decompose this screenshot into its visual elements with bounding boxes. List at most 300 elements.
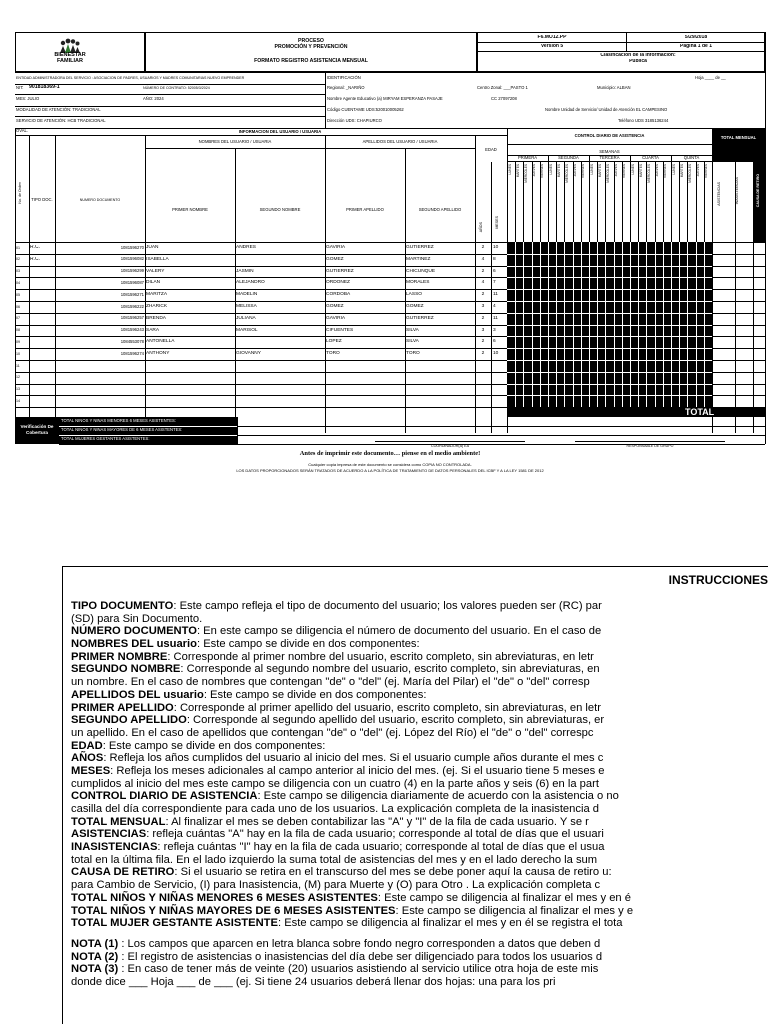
row-segundo-apellido: TORO <box>406 351 420 357</box>
day-header: JUEVES <box>614 164 619 177</box>
instructions-lines <box>71 600 768 989</box>
entity-name: ENTIDAD ADMINISTRADORA DEL SERVICIO : ASOCIACION DE PADRES, USUARIOS Y MADRES COMUNITARIAS NUEVO EMPRENDER <box>16 76 245 80</box>
instruction-text: : Este campo se diligencia diariamente de acuerdo con la asistencia o no <box>257 790 619 803</box>
instruction-line <box>71 765 768 778</box>
instruction-line <box>71 740 768 753</box>
row-numero-doc: 1081596243 <box>120 328 144 333</box>
instruction-line <box>71 676 768 689</box>
anio: AÑO: 2024 <box>143 96 164 101</box>
row-segundo-apellido: SILVA <box>406 339 419 345</box>
row-number: 09 <box>16 339 20 344</box>
instruction-text: : Al finalizar el mes se deben contabilizar las "A" y "I" de la fila de cada usuario. Y se r <box>165 815 589 828</box>
row-segundo-apellido: GUTIERREZ <box>406 315 434 321</box>
primer-nombre-header: PRIMER NOMBRE <box>172 208 208 212</box>
day-divider <box>679 161 680 242</box>
meses-header: MESES <box>495 216 499 229</box>
grid-row-divider <box>507 301 712 302</box>
day-divider <box>597 161 598 242</box>
row-number: 05 <box>16 292 20 297</box>
responsable-signature: RESPONSABLE DE GRUPO <box>626 444 674 448</box>
row-number: 11 <box>16 363 20 368</box>
day-divider <box>523 161 524 242</box>
row-meses: 4 <box>493 304 496 309</box>
identification-label: IDENTIFICACIÓN <box>327 75 361 80</box>
day-divider <box>671 161 672 242</box>
instruction-text: : Refleja los años cumplidos del usuario al inicio del mes. Si el usuario cumple años durante el mes c <box>103 752 604 765</box>
classification-label: Clasificación de la Información: <box>600 53 676 58</box>
edad-header: EDAD <box>485 148 497 152</box>
instruction-text: : Este campo se divide en dos componentes: <box>203 688 427 701</box>
instruction-text: : Si el usuario se retira en el transcurso del mes se debe poner aquí la causa de retiro u: <box>174 866 612 879</box>
day-header: VIERNES <box>581 164 586 178</box>
day-divider <box>515 161 516 242</box>
day-header: MARTES <box>556 164 561 178</box>
instruction-text: : En este campo se diligencia el número de documento del usuario. En el caso de <box>196 625 602 638</box>
instruction-term: MESES <box>71 764 111 777</box>
day-header: JUEVES <box>532 164 537 177</box>
instruction-term: AÑOS <box>71 752 104 765</box>
document-code: F6.MO12.PP <box>537 35 567 40</box>
instruction-text: : Corresponde al primer apellido del usuario, escrito completo, sin abreviaturas, en letr <box>173 701 601 714</box>
mes: MES: JULIO <box>16 96 40 101</box>
day-divider <box>614 161 615 242</box>
tratamiento-datos: LOS DATOS PROPORCIONADOS SERÁN TRATADOS DE ACUERDO A LA POLÍTICA DE TRATAMIENTO DE DATOS PERSONALES DEL ICBF Y A LA LEY 1581 DE 2012 <box>236 468 544 473</box>
row-anos: 4 <box>481 280 485 286</box>
row-tipo-doc: R.C. <box>30 256 40 262</box>
week-header: QUINTA <box>683 156 700 160</box>
day-header: MARTES <box>597 164 602 178</box>
total-menores-6-meses: TOTAL NIÑOS Y NIÑAS MENORES 6 MESES ASISTENTES: <box>61 419 176 423</box>
day-header: MIÉRCOLES <box>524 164 528 183</box>
telefono-uds: Teléfono UDS 3185136244 <box>618 118 669 123</box>
header-meta-box <box>477 32 765 72</box>
row-number: 03 <box>16 269 20 274</box>
instruction-text: (SD) para Sin Documento. <box>71 612 203 625</box>
row-meses: 7 <box>493 280 496 286</box>
instruction-line <box>71 778 768 791</box>
row-number: 10 <box>16 351 20 356</box>
instruction-text: : El registro de asistencias o inasistencias del día debe ser diligenciado para todos los usuarios d <box>118 950 603 963</box>
row-meses: 10 <box>493 245 499 250</box>
instruction-text: : Este campo se diligencia al finalizar el mes y en é <box>377 891 631 904</box>
segundo-nombre-header: SEGUNDO NOMBRE <box>259 208 301 212</box>
instruction-text: : Este campo se diligencia al finalizar el mes y e <box>395 904 634 917</box>
causa-retiro-header: CAUSA DE RETIRO <box>756 174 760 208</box>
day-header: LUNES <box>589 164 594 175</box>
control-diario-header: CONTROL DIARIO DE ASISTENCIA <box>574 134 645 138</box>
row-numero-doc: 1081596222 <box>120 304 144 309</box>
instruction-text: : Los campos que aparcen en letra blanca sobre fondo negro corresponden a datos que deben d <box>118 937 601 950</box>
instruction-text: casilla del día correspondiente para cada uno de los usuarios. La explicación completa de la inasistencia d <box>71 803 600 815</box>
nit-label: NIT: <box>16 85 24 90</box>
instruction-line <box>71 600 768 613</box>
grid-row-divider <box>507 266 712 267</box>
eco-message: Antes de imprimir este documento… piense en el medio ambiente! <box>299 450 481 457</box>
row-anos: 3 <box>481 304 485 309</box>
instruction-line <box>71 976 768 989</box>
row-anos: 3 <box>481 327 485 333</box>
row-segundo-nombre: JULIANA <box>236 315 256 321</box>
row-meses: 11 <box>493 315 498 321</box>
grid-row-divider <box>507 254 712 255</box>
instruction-line <box>71 905 768 918</box>
instruction-line <box>71 714 768 727</box>
semanas-header: SEMANAS <box>599 150 620 154</box>
instruction-text: un apellido. En el caso de apellidos que contengan "de" o "del" (ej. López del Río) el "de" o "del" correspc <box>71 726 594 739</box>
row-primer-nombre: JUAN <box>146 245 159 250</box>
cedula: CC 27097208 <box>491 96 517 101</box>
oval-label: OVAL. <box>16 128 29 133</box>
day-divider <box>696 161 697 242</box>
row-meses: 6 <box>493 268 496 274</box>
total-mayores-6-meses: TOTAL NIÑOS Y NIÑAS MAYORES DE 6 MESES ASISTENTES: <box>61 428 183 432</box>
instruction-text: : refleja cuántas "I" hay en la fila de cada usuario; corresponde al total de días que el usua <box>157 841 605 854</box>
row-primer-apellido: GUTIERREZ <box>326 268 354 274</box>
day-header: MIÉRCOLES <box>606 164 610 183</box>
instruction-text: : Corresponde al segundo nombre del usuario, escrito completo, sin abreviaturas, en <box>180 663 600 676</box>
day-header: VIERNES <box>622 164 627 178</box>
row-primer-apellido: GAVIRIA <box>326 245 346 250</box>
day-header: LUNES <box>548 164 553 175</box>
row-segundo-nombre: MADELIN <box>236 292 258 298</box>
row-primer-apellido: CORDOBA <box>326 292 351 298</box>
instruction-term: CONTROL DIARIO DE ASISTENCIA <box>71 790 258 803</box>
row-segundo-nombre: ALEJANDRO <box>236 280 265 286</box>
grid-row-divider <box>507 372 712 373</box>
instruction-term: NOTA (3) <box>71 963 119 976</box>
day-header: MARTES <box>515 164 520 178</box>
row-number: 02 <box>16 257 20 262</box>
logo-line-1: BIENESTAR <box>54 52 86 58</box>
row-segundo-apellido: GUTIERREZ <box>406 245 434 250</box>
instruction-line <box>71 917 768 930</box>
day-header: MIÉRCOLES <box>688 164 692 183</box>
grid-row-divider <box>507 336 712 337</box>
contract-number: NÚMERO DE CONTRATO: 52005/3/2024 <box>143 86 210 90</box>
instruction-text: : Este campo se divide en dos componentes: <box>196 638 420 651</box>
day-header: MARTES <box>679 164 684 178</box>
row-meses: 6 <box>493 339 496 345</box>
row-segundo-nombre: MELISSA <box>236 304 257 309</box>
instruction-text: : En caso de tener más de veinte (20) usuarios asistiendo al servicio utilice otra hoja de este mis <box>118 963 599 976</box>
instruction-term: INASISTENCIAS <box>71 841 158 854</box>
coordinador-signature: COORDINADOR(A) EA <box>431 444 469 448</box>
row-primer-apellido: LOPEZ <box>326 339 342 345</box>
day-header: JUEVES <box>573 164 578 177</box>
instruction-line <box>71 803 768 816</box>
primer-apellido-header: PRIMER APELLIDO <box>346 208 384 212</box>
document-date: 5/29/2018 <box>684 35 708 40</box>
day-divider <box>581 161 582 242</box>
agente-educativo: Nombre Agente Educativo (a) MIRYAM ESPERANZA PASAJE <box>327 96 443 101</box>
instruction-text: : Este campo se diligencia al finalizar el mes y en él se registra el tota <box>277 917 623 930</box>
day-divider <box>589 161 590 242</box>
row-number: 06 <box>16 304 20 309</box>
row-segundo-nombre: JASMIN <box>236 268 254 274</box>
instruction-line <box>71 790 768 803</box>
day-divider <box>630 161 631 242</box>
classification-value: Pública <box>629 59 647 64</box>
title-promocion: PROMOCIÓN Y PREVENCIÓN <box>274 44 348 50</box>
row-number: 08 <box>16 328 20 333</box>
header-title-box <box>145 32 477 72</box>
logo-box <box>15 32 145 72</box>
row-anos: 2 <box>481 268 485 274</box>
numero-doc-header: NUMERO DOCUMENTO <box>79 198 121 202</box>
instruction-line <box>71 951 768 964</box>
row-segundo-apellido: SILVA <box>406 327 419 333</box>
instruction-line <box>71 854 768 867</box>
week-header: TERCERA <box>599 156 620 160</box>
tipo-doc-header: TIPO DOC. <box>31 198 53 202</box>
row-numero-doc: 1081596271 <box>120 292 144 297</box>
day-header: JUEVES <box>655 164 660 177</box>
instruction-line <box>71 892 768 905</box>
row-numero-doc: 1081596274 <box>120 351 144 356</box>
row-primer-apellido: TORO <box>326 351 340 357</box>
inasistencias-header: INASISTENCIAS <box>735 177 739 205</box>
instruction-line <box>71 651 768 664</box>
instruction-text: : Refleja los meses adicionales al campo anterior al inicio del mes. (ej. Si el usuario tiene 5 meses e <box>110 764 605 777</box>
row-primer-nombre: BRENDA <box>146 315 166 321</box>
instruction-term: ASISTENCIAS <box>71 828 147 841</box>
row-primer-nombre: ISABELLA <box>146 256 169 262</box>
week-header: SEGUNDA <box>558 156 579 160</box>
instruction-term: TOTAL MUJER GESTANTE ASISTENTE <box>71 917 278 930</box>
instruction-term: NOMBRES DEL usuario <box>71 638 197 651</box>
instruction-line <box>71 613 768 626</box>
day-divider <box>663 161 664 242</box>
total-mensual-header: TOTAL MENSUAL <box>720 135 757 140</box>
instruction-line <box>71 625 768 638</box>
row-primer-nombre: DILAN <box>146 280 161 286</box>
row-primer-nombre: MARITZA <box>146 292 168 298</box>
instruction-text: : Este campo refleja el tipo de documento del usuario; los valores pueden ser (RC) par <box>173 600 602 612</box>
instruction-text: : refleja cuántas "A" hay en la fila de cada usuario; corresponde al total de días que el usuari <box>146 828 604 841</box>
row-number: 12 <box>16 375 20 380</box>
row-segundo-nombre: ANDRES <box>236 245 256 250</box>
instruction-line <box>71 638 768 651</box>
row-primer-apellido: GOMEZ <box>326 304 344 309</box>
document-page: Página 1 de 1 <box>680 44 712 49</box>
row-segundo-apellido: LASSO <box>406 292 422 298</box>
day-divider <box>573 161 574 242</box>
week-header: PRIMERA <box>517 156 538 160</box>
apellidos-header: APELLIDOS DEL USUARIO / USUARIA <box>362 140 438 144</box>
row-segundo-apellido: CHICUNQUE <box>406 268 436 274</box>
direccion-uds: Dirección UDS: CHAPIURCO <box>327 118 382 123</box>
row-number: 14 <box>16 398 20 403</box>
day-header: LUNES <box>507 164 512 175</box>
day-header: VIERNES <box>704 164 709 178</box>
instruction-term: NÚMERO DOCUMENTO <box>71 625 197 638</box>
instruction-term: NOTA (1) <box>71 937 119 950</box>
day-divider <box>622 161 623 242</box>
instruction-term: SEGUNDO APELLIDO <box>71 714 187 727</box>
instruction-line <box>71 879 768 892</box>
instruction-line <box>71 828 768 841</box>
row-anos: 2 <box>481 315 485 321</box>
hoja-label: Hoja ____ de __ <box>695 75 726 80</box>
municipio: Municipio: ALBAN <box>597 85 631 90</box>
row-anos: 2 <box>481 351 485 357</box>
day-divider <box>704 161 705 242</box>
day-header: MIÉRCOLES <box>565 164 569 183</box>
instruction-term: TIPO DOCUMENTO <box>71 600 174 612</box>
grid-row-divider <box>507 395 712 396</box>
day-header: MARTES <box>638 164 643 178</box>
grid-row-divider <box>507 348 712 349</box>
instruction-term: EDAD <box>71 739 103 752</box>
modalidad: MODALIDAD DE ATENCIÓN: TRADICIONAL <box>16 107 101 112</box>
row-primer-apellido: GOMEZ <box>326 256 344 262</box>
title-proceso: PROCESO <box>298 38 324 44</box>
row-primer-apellido: GAVIRIA <box>326 315 346 321</box>
row-segundo-apellido: GOMEZ <box>406 304 424 309</box>
instruction-line <box>71 752 768 765</box>
grid-row-divider <box>507 384 712 385</box>
row-numero-doc: 1081596270 <box>120 245 144 250</box>
document-version: Versión 5 <box>540 44 564 49</box>
instruction-term: TOTAL MENSUAL <box>71 815 166 828</box>
day-divider <box>540 161 541 242</box>
day-divider <box>605 161 606 242</box>
instruction-term: CAUSA DE RETIRO <box>71 866 175 879</box>
row-primer-nombre: VALERY <box>146 268 165 274</box>
row-numero-doc: 1081596257 <box>120 316 144 321</box>
instruction-line <box>71 663 768 676</box>
row-meses: 11 <box>493 292 498 298</box>
instruction-term: TOTAL NIÑOS Y NIÑAS MENORES 6 MESES ASISTENTES <box>71 891 378 904</box>
day-divider <box>655 161 656 242</box>
instruction-line <box>71 841 768 854</box>
instruction-text: un nombre. En el caso de nombres que contengan "de" o "del" (ej. María del Pilar) el "de" o "del" corresp <box>71 676 590 689</box>
codigo-uds: Código CUENTAME UDS:520010005262 <box>327 107 404 112</box>
row-primer-apellido: ORDOÑEZ <box>326 280 350 286</box>
attendance-form <box>15 32 765 457</box>
row-anos: 4 <box>481 256 485 262</box>
row-meses: 10 <box>493 351 499 357</box>
instruction-line <box>71 938 768 951</box>
copia-no-controlada: Cualquier copia impresa de este documento se considera como COPIA NO CONTROLADA. <box>308 462 472 467</box>
instruction-term: APELLIDOS DEL usuario <box>71 688 204 701</box>
row-tipo-doc: R.C. <box>30 245 40 250</box>
total-gestantes: TOTAL MUJERES GESTANTES ASISTENTES: <box>61 437 150 441</box>
day-header: JUEVES <box>696 164 701 177</box>
table-info-title: INFORMACIÓN DEL USUARIO / USUARIA <box>238 130 322 134</box>
row-meses: 8 <box>493 256 496 262</box>
row-meses: 3 <box>493 327 496 333</box>
row-primer-apellido: CIFUENTES <box>326 327 354 333</box>
instruction-line <box>71 689 768 702</box>
grid-row-divider <box>507 360 712 361</box>
instruction-term: PRIMER APELLIDO <box>71 701 174 714</box>
total-row-label: TOTAL <box>685 407 715 417</box>
row-anos: 2 <box>481 292 485 298</box>
row-numero-doc: 1084553078 <box>120 339 144 344</box>
row-numero-doc: 1081596082 <box>120 257 144 262</box>
instruction-text: : Corresponde al segundo apellido del usuario, escrito completo, sin abreviaturas, er <box>186 714 605 727</box>
instruction-gap <box>71 930 768 938</box>
instruction-term: SEGUNDO NOMBRE <box>71 663 181 676</box>
day-header: LUNES <box>671 164 676 175</box>
instruction-line <box>71 702 768 715</box>
nombres-header: NOMBRES DEL USUARIO / USUARIA <box>198 140 272 144</box>
row-number: 04 <box>16 280 20 285</box>
instruction-text: total en la última fila. En el lado izquierdo la suma total de asistencias del mes y en el lado derecho la sum <box>71 853 598 866</box>
day-divider <box>646 161 647 242</box>
anos-header: AÑOS <box>479 222 483 233</box>
instructions-panel <box>62 566 768 1024</box>
day-header: LUNES <box>630 164 635 175</box>
logo-line-2: FAMILIAR <box>57 57 83 64</box>
grid-row-divider <box>507 277 712 278</box>
day-divider <box>532 161 533 242</box>
grid-row-divider <box>507 325 712 326</box>
logo-text <box>46 53 94 65</box>
row-anos: 2 <box>481 339 485 345</box>
instruction-term: TOTAL NIÑOS Y NIÑAS MAYORES DE 6 MESES ASISTENTES <box>71 904 396 917</box>
day-header: MIÉRCOLES <box>647 164 651 183</box>
instruction-line <box>71 816 768 829</box>
day-divider <box>548 161 549 242</box>
day-header: VIERNES <box>540 164 545 178</box>
regional: Regional: _NARIÑO <box>327 85 365 90</box>
row-numero-doc: 1081596087 <box>120 280 144 285</box>
instruction-line <box>71 727 768 740</box>
instruction-text: para Cambio de Servicio, (I) para Inasistencia, (M) para Muerte y (O) para Otro . La explicación completa c <box>71 879 601 892</box>
instruction-line <box>71 963 768 976</box>
centro-zonal: Centro Zonal: ___PASTO 1 <box>477 85 528 90</box>
grid-row-divider <box>507 313 712 314</box>
row-segundo-apellido: MORALES <box>406 280 430 286</box>
day-divider <box>556 161 557 242</box>
day-divider <box>687 161 688 242</box>
day-divider <box>564 161 565 242</box>
instruction-text: : Corresponde al primer nombre del usuario, escrito completo, sin abreviaturas, en letr <box>167 650 594 663</box>
instruction-line <box>71 866 768 879</box>
day-divider <box>638 161 639 242</box>
instruction-text: : Este campo se divide en dos componentes: <box>102 739 326 752</box>
row-primer-nombre: ZHARICK <box>146 304 168 309</box>
week-header: CUARTA <box>642 156 659 160</box>
day-header: VIERNES <box>663 164 668 178</box>
row-anos: 2 <box>481 245 485 250</box>
instruction-term: PRIMER NOMBRE <box>71 650 168 663</box>
asistencias-header: ASISTENCIAS <box>717 182 721 206</box>
row-primer-nombre: SARA <box>146 327 160 333</box>
instruction-term: NOTA (2) <box>71 950 119 963</box>
row-primer-nombre: ANTHONY <box>146 351 170 357</box>
grid-row-divider <box>507 289 712 290</box>
instruction-text: cumplidos al inicio del mes este campo se diligencia con un cuatro (4) en la parte años y seis (6) en la part <box>71 777 599 790</box>
instruction-text: donde dice ___ Hoja ___ de ___ (ej. Si tiene 24 usuarios deberá llenar dos hojas: una para los pri <box>71 975 556 988</box>
instructions-title: INSTRUCCIONES <box>668 573 768 587</box>
nombre-uds: Nombre Unidad de Servicio/ Unidad de Atención EL CAMPESINO <box>545 107 668 112</box>
row-primer-nombre: ANTONELLA <box>146 339 175 345</box>
row-number: 07 <box>16 316 20 321</box>
verificacion-cobertura: Verificación De Cobertura <box>20 424 54 435</box>
nit-value: 901818369-1 <box>29 84 60 90</box>
row-segundo-nombre: GIOVANNY <box>236 351 261 357</box>
row-number: 13 <box>16 387 20 392</box>
row-segundo-apellido: MARTINEZ <box>406 256 431 262</box>
no-orden-header: No. de Orden <box>18 182 22 204</box>
segundo-apellido-header: SEGUNDO APELLIDO <box>418 208 462 212</box>
servicio: SERVICIO DE ATENCIÓN: HCB TRADICIONAL <box>16 118 106 123</box>
title-formato: FORMATO REGISTRO ASISTENCIA MENSUAL <box>254 58 368 64</box>
row-segundo-nombre: MARISOL <box>236 327 258 333</box>
